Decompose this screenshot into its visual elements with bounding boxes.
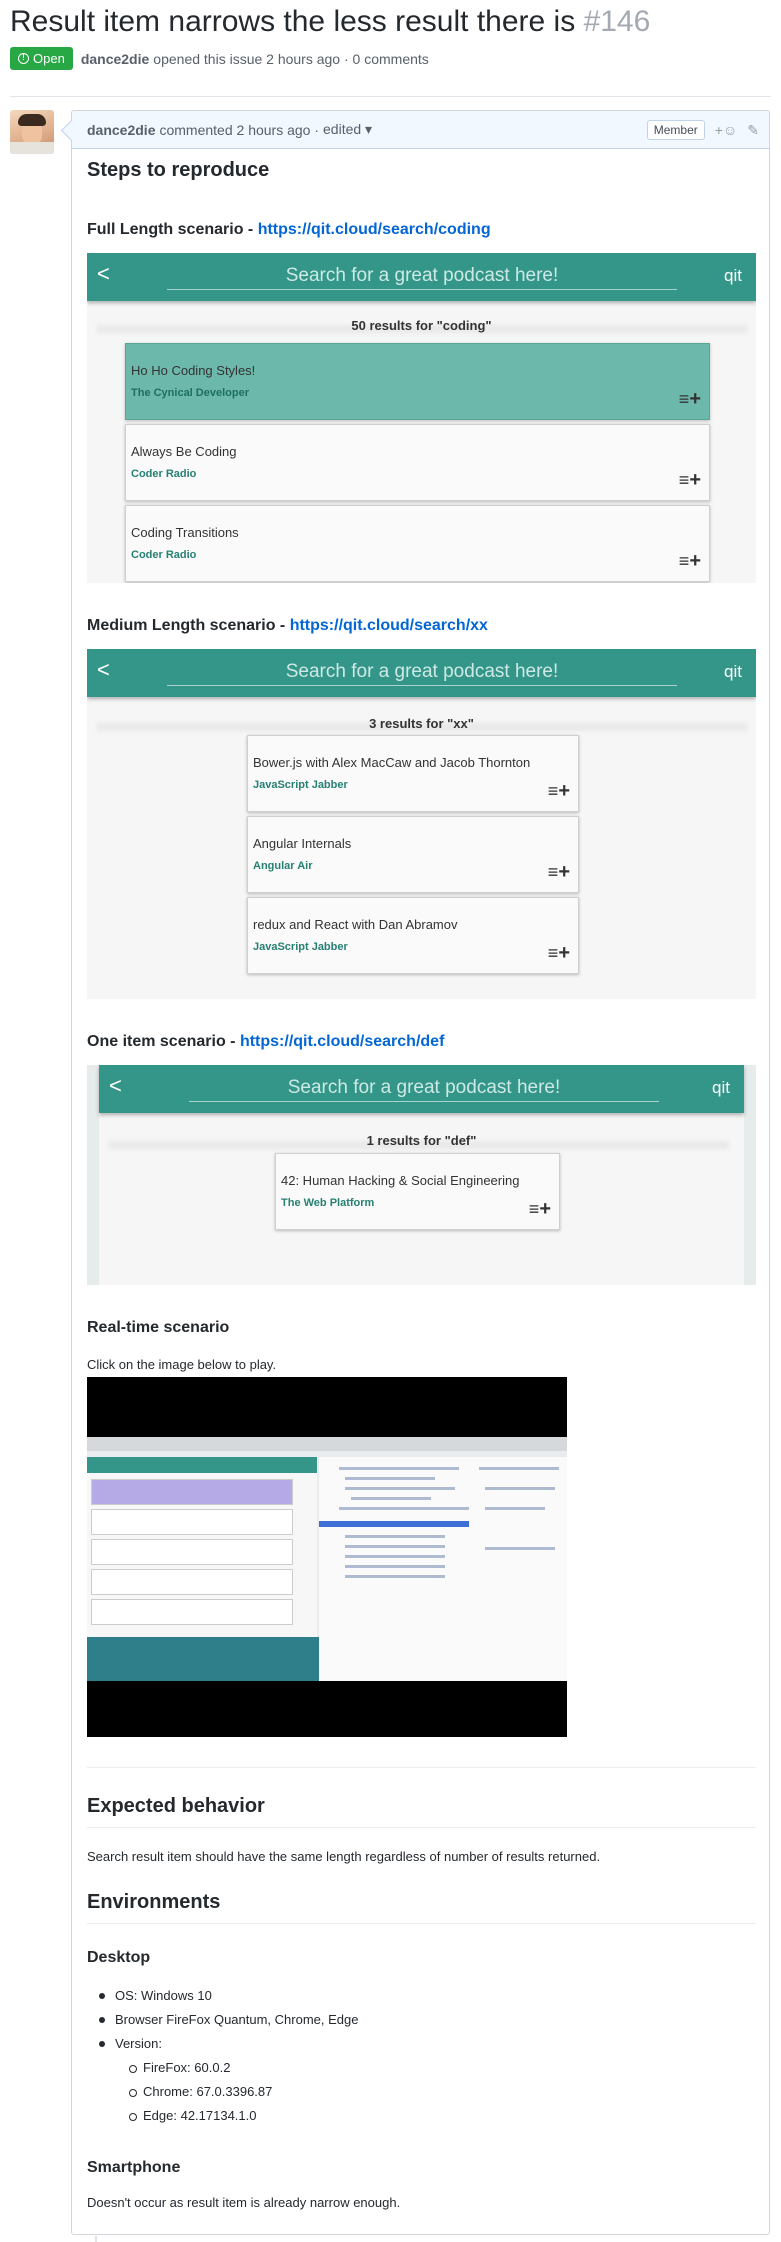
issue-comment (71, 110, 770, 2235)
add-to-queue-icon: ≡ + (679, 469, 701, 492)
medium-length-link[interactable]: https://qit.cloud/search/xx (289, 617, 488, 634)
episode-title: Angular Internals (253, 836, 352, 851)
video-app-bar (87, 1457, 317, 1473)
add-to-queue-icon: ≡ + (529, 1198, 551, 1221)
avatar[interactable] (10, 110, 54, 154)
issue-header (10, 0, 771, 70)
heading-rule (87, 1923, 756, 1924)
video-result-row (91, 1539, 293, 1565)
video-result-row (91, 1479, 293, 1505)
status-badge (10, 47, 73, 70)
issue-title (10, 0, 771, 44)
full-length-heading (87, 221, 491, 239)
code-line (345, 1575, 445, 1578)
medium-length-screenshot[interactable] (87, 649, 756, 999)
podcast-name: JavaScript Jabber (253, 941, 348, 953)
add-to-queue-icon: ≡ + (548, 942, 570, 965)
episode-title: 42: Human Hacking & Social Engineering (281, 1173, 520, 1188)
video-frame (87, 1437, 567, 1681)
list-item: Browser FireFox Quantum, Chrome, Edge (87, 2008, 756, 2032)
add-reaction-icon[interactable]: +☺ (714, 122, 738, 138)
issue-meta-text: opened this issue 2 hours ago · 0 comments (153, 50, 429, 67)
result-count: 1 results for "def" (366, 1133, 477, 1148)
app-bar (87, 649, 756, 697)
one-item-heading (87, 1033, 444, 1051)
smartphone-text: Doesn't occur as result item is already narrow enough. (87, 2195, 401, 2210)
episode-title: redux and React with Dan Abramov (253, 917, 458, 932)
code-line (485, 1487, 555, 1490)
add-to-queue-icon: ≡ + (679, 550, 701, 573)
code-line (485, 1507, 545, 1510)
episode-title: Bower.js with Alex MacCaw and Jacob Thornton (253, 755, 531, 770)
medium-length-heading (87, 617, 488, 635)
desktop-heading: Desktop (87, 1949, 151, 1966)
heading-rule (87, 1827, 756, 1828)
app-brand: qit (712, 1078, 730, 1097)
app-bar (99, 1065, 744, 1113)
video-thumbnail[interactable] (87, 1377, 567, 1737)
result-item (125, 424, 710, 501)
podcast-name: The Cynical Developer (131, 387, 249, 399)
app-brand: qit (724, 662, 742, 681)
result-item (247, 897, 579, 974)
expected-text: Search result item should have the same length regardless of number of results returned. (87, 1849, 601, 1864)
result-item (125, 343, 710, 420)
app-bar (87, 253, 756, 301)
code-line (345, 1477, 435, 1480)
video-result-row (91, 1509, 293, 1535)
video-result-row (91, 1599, 293, 1625)
realtime-hint: Click on the image below to play. (87, 1357, 277, 1372)
one-item-link[interactable]: https://qit.cloud/search/def (239, 1033, 445, 1050)
full-length-label: Full Length scenario - (87, 221, 258, 238)
app-search-input: Search for a great podcast here! (189, 1077, 659, 1102)
edited-dropdown[interactable]: edited ▾ (323, 121, 373, 137)
desktop-env-list (87, 1984, 756, 2128)
list-item: Version: (87, 2032, 756, 2056)
result-count: 3 results for "xx" (369, 716, 474, 731)
avatar-shirt (10, 142, 54, 154)
episode-title: Always Be Coding (131, 444, 237, 459)
code-line (339, 1467, 459, 1470)
comment-time[interactable]: commented 2 hours ago · (159, 121, 320, 138)
section-divider (87, 1767, 756, 1768)
environments-heading: Environments (87, 1891, 221, 1913)
code-line (345, 1545, 445, 1548)
back-icon: < (97, 657, 110, 682)
comment-header (72, 111, 769, 149)
status-badge-label: Open (33, 51, 65, 66)
avatar-hair (18, 114, 46, 126)
code-line (339, 1507, 469, 1510)
code-line-selected (319, 1521, 469, 1527)
one-item-screenshot[interactable] (87, 1065, 756, 1285)
podcast-name: Coder Radio (131, 468, 197, 480)
back-icon: < (97, 261, 110, 286)
add-to-queue-icon: ≡ + (548, 780, 570, 803)
issue-title-text: Result item narrows the less result there is (10, 5, 576, 38)
code-line (345, 1487, 455, 1490)
result-item (125, 505, 710, 582)
app-brand: qit (724, 266, 742, 285)
expected-heading: Expected behavior (87, 1795, 265, 1817)
podcast-name: Coder Radio (131, 549, 197, 561)
list-item: Chrome: 67.0.3396.87 (87, 2080, 756, 2104)
issue-opened-icon: ! (18, 53, 29, 64)
video-player-bar (87, 1637, 319, 1681)
episode-title: Ho Ho Coding Styles! (131, 363, 256, 378)
add-to-queue-icon: ≡ + (548, 861, 570, 884)
member-badge: Member (647, 120, 705, 140)
podcast-name: JavaScript Jabber (253, 779, 348, 791)
code-line (345, 1535, 445, 1538)
result-count: 50 results for "coding" (351, 318, 492, 333)
full-length-screenshot[interactable] (87, 253, 756, 583)
video-devtools-panel (319, 1457, 567, 1681)
issue-meta (10, 47, 771, 70)
list-item: OS: Windows 10 (87, 1984, 756, 2008)
timeline-line (95, 2236, 97, 2242)
list-item: FireFox: 60.0.2 (87, 2056, 756, 2080)
code-line (345, 1565, 445, 1568)
one-item-label: One item scenario - (87, 1033, 240, 1050)
code-line (485, 1547, 555, 1550)
list-item: Edge: 42.17134.1.0 (87, 2104, 756, 2128)
back-icon: < (109, 1073, 122, 1098)
steps-heading: Steps to reproduce (87, 159, 270, 181)
code-line (345, 1555, 445, 1558)
episode-title: Coding Transitions (131, 525, 239, 540)
issue-number: #146 (583, 5, 651, 38)
podcast-name: Angular Air (253, 860, 313, 872)
medium-length-label: Medium Length scenario - (87, 617, 290, 634)
video-result-row (91, 1569, 293, 1595)
realtime-heading: Real-time scenario (87, 1319, 230, 1336)
header-divider (10, 96, 771, 97)
podcast-name: The Web Platform (281, 1197, 375, 1209)
comment-author-link[interactable]: dance2die (87, 121, 156, 138)
app-search-input: Search for a great podcast here! (167, 265, 677, 290)
code-line (351, 1497, 431, 1500)
smartphone-heading: Smartphone (87, 2159, 181, 2176)
app-search-input: Search for a great podcast here! (167, 661, 677, 686)
video-browser-tabs (87, 1437, 567, 1451)
result-item (247, 816, 579, 893)
code-line (479, 1467, 559, 1470)
add-to-queue-icon: ≡ + (679, 388, 701, 411)
result-item (275, 1153, 560, 1230)
comment-actions (647, 120, 759, 140)
full-length-link[interactable]: https://qit.cloud/search/coding (257, 221, 491, 238)
result-item (247, 735, 579, 812)
issue-author-link[interactable]: dance2die (80, 50, 150, 67)
edit-pencil-icon[interactable]: ✎ (747, 121, 759, 138)
